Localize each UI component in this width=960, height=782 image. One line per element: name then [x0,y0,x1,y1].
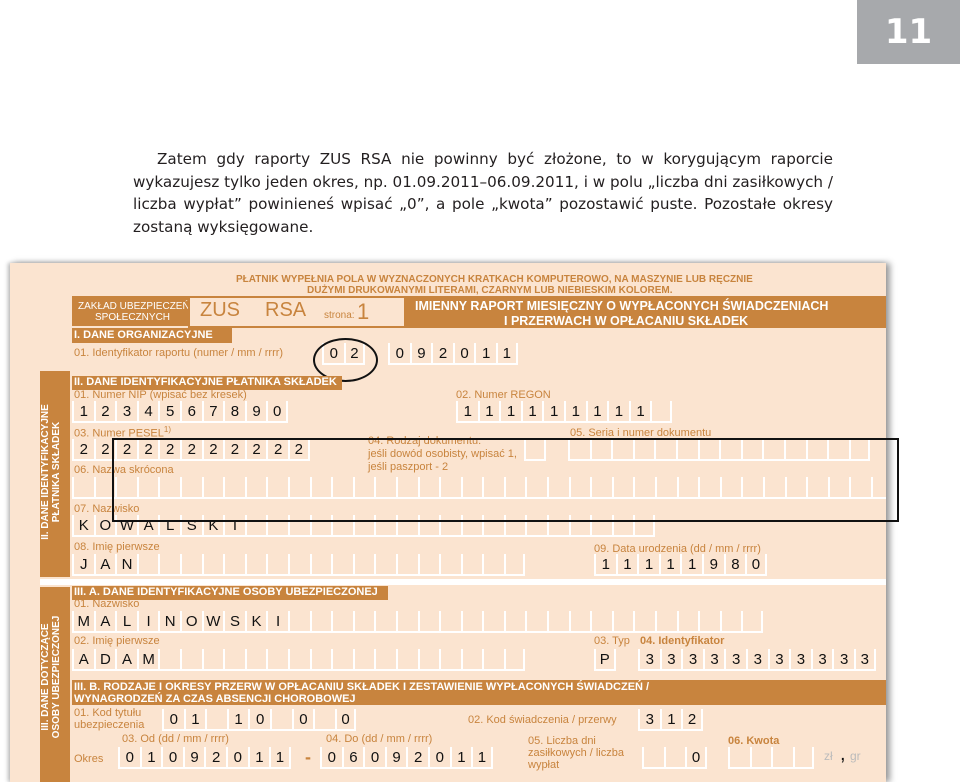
char-box[interactable]: 9 [702,554,724,576]
char-box[interactable]: 8 [724,554,746,576]
grosze-label: gr [850,749,861,763]
char-box[interactable]: 3 [789,649,811,671]
char-box[interactable]: 1 [496,343,518,365]
char-box[interactable] [266,554,288,576]
char-box[interactable]: 0 [161,747,183,769]
char-box[interactable]: 6 [180,401,202,423]
typ-box [594,649,616,671]
char-box[interactable]: A [137,515,159,537]
char-box[interactable]: 2 [431,343,453,365]
rsa-title: RSA [265,299,307,321]
char-box[interactable]: 3 [115,401,137,423]
days-line3: wypłat [528,759,560,771]
sec2-title: II. DANE IDENTYFIKACYJNE PŁATNIKA SKŁADEK [74,376,337,388]
char-box[interactable]: 1 [616,554,638,576]
char-box[interactable] [353,649,375,671]
char-box[interactable]: 1 [660,709,682,731]
char-box[interactable] [374,611,396,633]
char-box[interactable]: N [158,611,180,633]
char-box[interactable] [612,611,634,633]
firstname-boxes [72,554,525,576]
char-box[interactable] [310,649,332,671]
char-box[interactable] [650,401,672,423]
char-box[interactable] [158,554,180,576]
strona-value: 1 [357,299,370,324]
dob-boxes [594,554,767,576]
char-box[interactable] [137,554,159,576]
nip-label: 01. Numer NIP (wpisać bez kresek) [74,389,247,401]
firstname-label: 08. Imię pierwsze [74,541,160,553]
char-box[interactable]: 0 [162,709,184,731]
instruction-line1: PŁATNIK WYPEŁNIA POLA W WYZNACZONYCH KRATKACH KOMPUTEROWO, NA MASZYNIE LUB RĘCZNIE [236,274,753,285]
char-box[interactable]: W [202,611,224,633]
regon-label: 02. Numer REGON [456,389,551,401]
char-box[interactable]: 1 [499,401,521,423]
char-box[interactable]: 0 [320,747,342,769]
char-box[interactable]: 2 [245,439,267,461]
char-box[interactable] [180,649,202,671]
pesel-footnote: 1) [163,425,171,434]
char-box[interactable] [396,649,418,671]
char-box[interactable] [245,554,267,576]
char-box[interactable] [655,611,677,633]
char-box[interactable]: L [158,515,180,537]
char-box[interactable] [331,649,353,671]
char-box[interactable]: 1 [680,554,702,576]
char-box[interactable] [439,554,461,576]
benefit-code-boxes [638,709,703,731]
char-box[interactable]: 9 [245,401,267,423]
char-box[interactable] [223,554,245,576]
days-line1: 05. Liczba dni [528,735,596,747]
identifier-boxes [638,649,876,671]
char-box[interactable]: 4 [137,401,159,423]
char-box[interactable]: 0 [248,709,270,731]
sec3-side-line2: OSOBY UBEZPIECZONEJ [51,615,62,739]
char-box[interactable]: 1 [72,401,94,423]
char-box[interactable] [461,649,483,671]
char-box[interactable]: 3 [703,649,725,671]
char-box[interactable]: 1 [586,401,608,423]
char-box[interactable]: 3 [638,709,660,731]
char-box[interactable] [698,611,720,633]
highlight-rectangle [112,438,899,522]
char-box[interactable]: 1 [637,554,659,576]
char-box[interactable]: 2 [204,747,226,769]
char-box[interactable]: 6 [342,747,364,769]
char-box[interactable]: 1 [474,343,496,365]
char-box[interactable]: 0 [388,343,410,365]
char-box[interactable] [793,747,815,769]
char-box[interactable] [677,611,699,633]
title-code-line2: ubezpieczenia [74,719,145,731]
char-box[interactable]: I [223,515,245,537]
zus-rsa-form [10,263,886,782]
sec3b-line1: III. B. RODZAJE I OKRESY PRZERW W OPŁACANIU SKŁADEK I ZESTAWIENIE WYPŁACONYCH ŚWIADCZEŃ / [74,681,650,693]
char-box[interactable] [547,611,569,633]
nip-boxes [72,401,288,423]
to-label: 04. Do (dd / mm / rrrr) [326,733,433,745]
title-code-boxes [162,709,356,731]
char-box[interactable] [331,554,353,576]
char-box[interactable] [396,611,418,633]
char-box[interactable]: 1 [269,747,291,769]
char-box[interactable] [158,649,180,671]
char-box[interactable] [288,554,310,576]
char-box[interactable]: 3 [746,649,768,671]
char-box[interactable]: 2 [158,439,180,461]
char-box[interactable]: M [72,611,94,633]
char-box[interactable]: 2 [115,439,137,461]
char-box[interactable]: 0 [335,709,357,731]
char-box[interactable]: K [202,515,224,537]
char-box[interactable]: O [180,611,202,633]
char-box[interactable] [664,747,686,769]
char-box[interactable]: 2 [344,343,366,365]
char-box[interactable]: 0 [745,554,767,576]
short-name-label: 06. Nazwa skrócona [74,464,174,476]
intro-text [133,148,833,238]
char-box[interactable]: 1 [456,401,478,423]
char-box[interactable]: 0 [685,747,707,769]
char-box[interactable] [353,611,375,633]
char-box[interactable] [633,611,655,633]
char-box[interactable]: 0 [363,747,385,769]
char-box[interactable] [482,554,504,576]
char-box[interactable] [374,649,396,671]
sec2-side-line1: II. DANE IDENTYFIKACYJNE [40,404,51,540]
insured-surname-boxes [72,611,763,633]
char-box[interactable] [525,611,547,633]
char-box[interactable] [482,649,504,671]
char-box[interactable]: D [94,649,116,671]
char-box[interactable]: 2 [137,439,159,461]
section-divider [40,579,886,585]
page-number: 11 [857,0,960,64]
char-box[interactable]: 0 [226,747,248,769]
char-box[interactable]: A [115,649,137,671]
ins-firstname-label: 02. Imię pierwsze [74,635,160,647]
char-box[interactable] [374,554,396,576]
char-box[interactable] [504,554,526,576]
char-box[interactable]: S [223,611,245,633]
sec3b-line2: WYNAGRODZEŃ ZA CZAS ABSENCJI CHOROBOWEJ [74,693,356,705]
strona-label: strona: [324,310,355,321]
sec2-side-line2: PŁATNIKA SKŁADEK [51,421,62,523]
char-box[interactable]: 0 [322,343,344,365]
doc-type-line3: jeśli paszport - 2 [368,461,449,473]
char-box[interactable]: 1 [521,401,543,423]
char-box[interactable]: 1 [450,747,472,769]
char-box[interactable]: 3 [638,649,660,671]
char-box[interactable] [396,554,418,576]
doc-type-line1: 04. Rodzaj dokumentu: [368,435,482,447]
char-box[interactable] [771,747,793,769]
insured-firstname-boxes [72,649,525,671]
char-box[interactable] [418,611,440,633]
char-box[interactable] [569,611,591,633]
char-box[interactable]: 2 [288,439,310,461]
sec3a-title: III. A. DANE IDENTYFIKACYJNE OSOBY UBEZPIECZONEJ [74,586,378,598]
char-box[interactable] [504,611,526,633]
okres-label: Okres [74,753,104,765]
char-box[interactable] [180,554,202,576]
char-box[interactable] [202,649,224,671]
char-box[interactable] [461,554,483,576]
char-box[interactable] [202,554,224,576]
char-box[interactable]: K [245,611,267,633]
ident-label: 04. Identyfikator [640,635,725,647]
char-box[interactable]: O [94,515,116,537]
zus-label-line1: ZAKŁAD UBEZPIECZEŃ [78,301,190,312]
char-box[interactable] [750,747,772,769]
doc-type-line2: jeśli dowód osobisty, wpisać 1, [368,448,517,460]
char-box[interactable]: 3 [832,649,854,671]
zus-title: ZUS [200,299,240,321]
period-dash: - [305,747,311,767]
char-box[interactable] [418,649,440,671]
char-box[interactable]: 9 [410,343,432,365]
decimal-comma: , [840,743,846,765]
sec2-side-label [40,369,62,575]
from-label: 03. Od (dd / mm / rrrr) [122,733,229,745]
days-line2: zasiłkowych / liczba [528,747,624,759]
char-box[interactable]: 1 [184,709,206,731]
char-box[interactable]: 1 [594,554,616,576]
char-box[interactable]: L [115,611,137,633]
char-box[interactable]: N [115,554,137,576]
char-box[interactable] [270,709,292,731]
title-code-line1: 01. Kod tytułu [74,707,142,719]
char-box[interactable]: 3 [768,649,790,671]
report-title-line2: I PRZERWACH W OPŁACANIU SKŁADEK [504,314,749,328]
char-box[interactable]: 0 [453,343,475,365]
typ-label: 03. Typ [594,635,630,647]
char-box[interactable] [439,611,461,633]
char-box[interactable]: 1 [564,401,586,423]
char-box[interactable]: S [180,515,202,537]
char-box[interactable] [741,611,763,633]
regon-boxes [456,401,672,423]
char-box[interactable]: K [72,515,94,537]
pesel-label-text: 03. Numer PESEL [74,427,164,440]
intro-paragraph: Zatem gdy raporty ZUS RSA nie powinny być złożone, to w korygującym raporcie wykazujesz tylko jeden okres, np. 01.09.2011–06.09.2011, i w polu „liczba dni zasiłkowych / liczba wypłat” powinieneś wpisać „0”, a pole „kwota” pozostawić puste. Pozostałe okresy zostaną wyksięgowane. [133,150,833,236]
dob-label: 09. Data urodzenia (dd / mm / rrrr) [594,543,761,555]
sec3-side-line1: III. DANE DOTYCZĄCE [40,623,51,731]
char-box[interactable]: M [137,649,159,671]
char-box[interactable]: A [94,554,116,576]
char-box[interactable]: A [72,649,94,671]
instruction-line2: DUŻYMI DRUKOWANYMI LITERAMI, CZARNYM LUB NIEBIESKIM KOLOREM. [307,285,673,296]
char-box[interactable] [504,649,526,671]
char-box[interactable]: 1 [659,554,681,576]
char-box[interactable]: 2 [72,439,94,461]
f01-date-boxes [388,343,518,365]
char-box[interactable]: J [72,554,94,576]
char-box[interactable]: 1 [227,709,249,731]
to-date-boxes [320,747,493,769]
surname-label: 07. Nazwisko [74,503,140,515]
char-box[interactable]: I [137,611,159,633]
char-box[interactable]: 1 [629,401,651,423]
char-box[interactable]: 8 [223,401,245,423]
char-box[interactable] [642,747,664,769]
char-box[interactable] [310,554,332,576]
char-box[interactable] [288,649,310,671]
ins-surname-label: 01. Nazwisko [74,598,140,610]
char-box[interactable] [590,611,612,633]
char-box[interactable]: 3 [854,649,876,671]
char-box[interactable]: 0 [118,747,140,769]
char-box[interactable]: 2 [406,747,428,769]
char-box[interactable]: 0 [266,401,288,423]
char-box[interactable] [353,554,375,576]
char-box[interactable]: 1 [542,401,564,423]
currency-label: zł [824,749,833,763]
char-box[interactable]: 2 [94,439,116,461]
char-box[interactable] [728,747,750,769]
char-box[interactable] [266,649,288,671]
char-box[interactable]: 3 [681,649,703,671]
char-box[interactable]: W [115,515,137,537]
char-box[interactable]: 3 [724,649,746,671]
char-box[interactable]: 1 [471,747,493,769]
doc-series-label: 05. Seria i numer dokumentu [570,427,712,439]
amount-label: 06. Kwota [728,735,780,747]
char-box[interactable]: 5 [158,401,180,423]
char-box[interactable]: 2 [180,439,202,461]
char-box[interactable] [461,611,483,633]
char-box[interactable]: I [266,611,288,633]
char-box[interactable]: 3 [660,649,682,671]
char-box[interactable]: 1 [607,401,629,423]
char-box[interactable] [313,709,335,731]
char-box[interactable]: P [594,649,616,671]
char-box[interactable]: 2 [266,439,288,461]
char-box[interactable]: 0 [292,709,314,731]
char-box[interactable] [310,611,332,633]
char-box[interactable]: 1 [140,747,162,769]
zus-label-line2: SPOŁECZNYCH [95,312,171,323]
char-box[interactable]: 2 [202,439,224,461]
char-box[interactable] [288,611,310,633]
char-box[interactable]: 9 [183,747,205,769]
char-box[interactable]: 2 [223,439,245,461]
sec1-title: I. DANE ORGANIZACYJNE [74,329,213,341]
benefit-label: 02. Kod świadczenia / przerwy [468,714,617,726]
f01-label: 01. Identyfikator raportu (numer / mm / rrrr) [74,347,284,359]
char-box[interactable] [72,477,94,499]
char-box[interactable]: 9 [385,747,407,769]
report-title-line1: IMIENNY RAPORT MIESIĘCZNY O WYPŁACONYCH ŚWIADCZENIACH [415,299,829,313]
char-box[interactable] [439,649,461,671]
char-box[interactable] [482,611,504,633]
char-box[interactable]: 3 [811,649,833,671]
days-boxes [642,747,707,769]
char-box[interactable] [720,611,742,633]
amount-boxes [728,747,814,769]
char-box[interactable] [245,649,267,671]
char-box[interactable]: 1 [478,401,500,423]
char-box[interactable] [331,611,353,633]
char-box[interactable] [418,554,440,576]
char-box[interactable]: 7 [202,401,224,423]
char-box[interactable]: 2 [94,401,116,423]
char-box[interactable] [205,709,227,731]
char-box[interactable]: A [94,611,116,633]
char-box[interactable] [223,649,245,671]
from-date-boxes [118,747,291,769]
char-box[interactable]: 0 [428,747,450,769]
char-box[interactable]: 1 [248,747,270,769]
char-box[interactable]: 2 [681,709,703,731]
sec3-side-label [40,587,62,767]
